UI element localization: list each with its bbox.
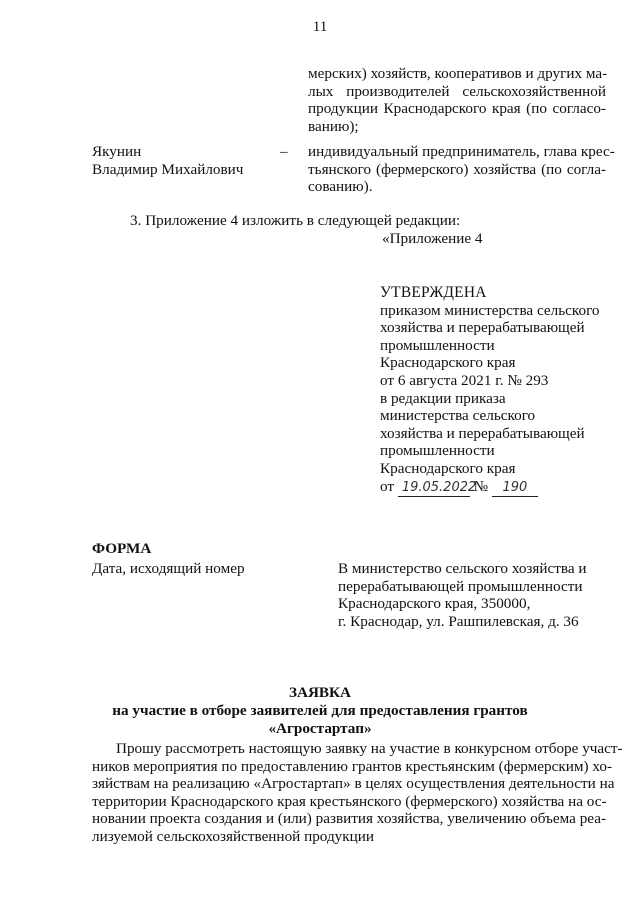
- member-role-line: сованию).: [308, 178, 373, 196]
- approved-line: промышленности: [380, 442, 495, 460]
- page-number: 11: [312, 18, 328, 35]
- date-number-label: Дата, исходящий номер: [92, 560, 245, 577]
- addressee-line: г. Краснодар, ул. Рашпилевская, д. 36: [338, 612, 579, 630]
- member-given-names: Владимир Михайлович: [92, 160, 244, 178]
- body-line: ников мероприятия по предоставлению грантов крестьянским (фермерским) хо-: [92, 757, 613, 775]
- member-name: [92, 143, 282, 178]
- handwritten-date: 19.05.2022: [398, 479, 470, 498]
- approved-line: Краснодарского края: [380, 354, 516, 372]
- approved-line: министерства сельского: [380, 407, 536, 425]
- approved-line: от 6 августа 2021 г. № 293: [380, 371, 549, 389]
- handwritten-number: 190: [492, 479, 538, 498]
- request-body-paragraph: [92, 740, 623, 846]
- request-subtitle: на участие в отборе заявителей для предоставления грантов: [112, 702, 528, 719]
- continuation-line: ванию);: [308, 117, 359, 135]
- continuation-line: продукции Краснодарского края (по согласо-: [308, 100, 606, 118]
- continuation-line: лых производителей сельскохозяйственной: [308, 82, 606, 100]
- approved-line: приказом министерства сельского: [380, 301, 600, 319]
- addressee-line: Краснодарского края, 350000,: [338, 595, 531, 613]
- approved-line: хозяйства и перерабатывающей: [380, 319, 585, 337]
- request-title: ЗАЯВКА: [288, 684, 352, 701]
- from-prefix: от: [380, 477, 395, 495]
- approved-line: хозяйства и перерабатывающей: [380, 424, 585, 442]
- body-line: территории Краснодарского края крестьянского (фермерского) хозяйства на ос-: [92, 792, 607, 810]
- number-sign: №: [473, 477, 489, 495]
- addressee-line: перерабатывающей промышленности: [338, 577, 583, 595]
- addressee-line: В министерство сельского хозяйства и: [338, 560, 587, 577]
- continuation-text: [308, 65, 606, 135]
- continuation-line: мерских) хозяйств, кооперативов и других ма-: [308, 65, 608, 82]
- body-line: Прошу рассмотреть настоящую заявку на участие в конкурсном отборе участ-: [116, 740, 623, 757]
- form-label: ФОРМА: [92, 540, 152, 557]
- member-role-line: индивидуальный предприниматель, глава крес-: [308, 143, 615, 160]
- member-role-line: тьянского (фермерского) хозяйства (по согла-: [308, 160, 606, 178]
- member-dash: –: [280, 143, 288, 160]
- body-line: зяйствам на реализацию «Агростартап» в целях осуществления деятельности на: [92, 775, 615, 793]
- approved-title: УТВЕРЖДЕНА: [380, 284, 487, 301]
- appendix-label: «Приложение 4: [382, 230, 483, 247]
- body-line: новании проекта создания и (или) развития хозяйства, увеличению объема реа-: [92, 810, 607, 828]
- request-subtitle-program: «Агростартап»: [268, 720, 372, 737]
- approved-line: Краснодарского края: [380, 459, 516, 477]
- approval-stamp-block: [380, 284, 620, 497]
- item-3-text: 3. Приложение 4 изложить в следующей редакции:: [130, 212, 461, 229]
- approved-date-line: [380, 478, 620, 498]
- approved-line: в редакции приказа: [380, 389, 506, 407]
- member-surname: Якунин: [92, 143, 142, 160]
- addressee-block: [338, 560, 628, 630]
- member-role: [308, 143, 615, 196]
- approved-line: промышленности: [380, 336, 495, 354]
- body-line: лизуемой сельскохозяйственной продукции: [92, 827, 375, 845]
